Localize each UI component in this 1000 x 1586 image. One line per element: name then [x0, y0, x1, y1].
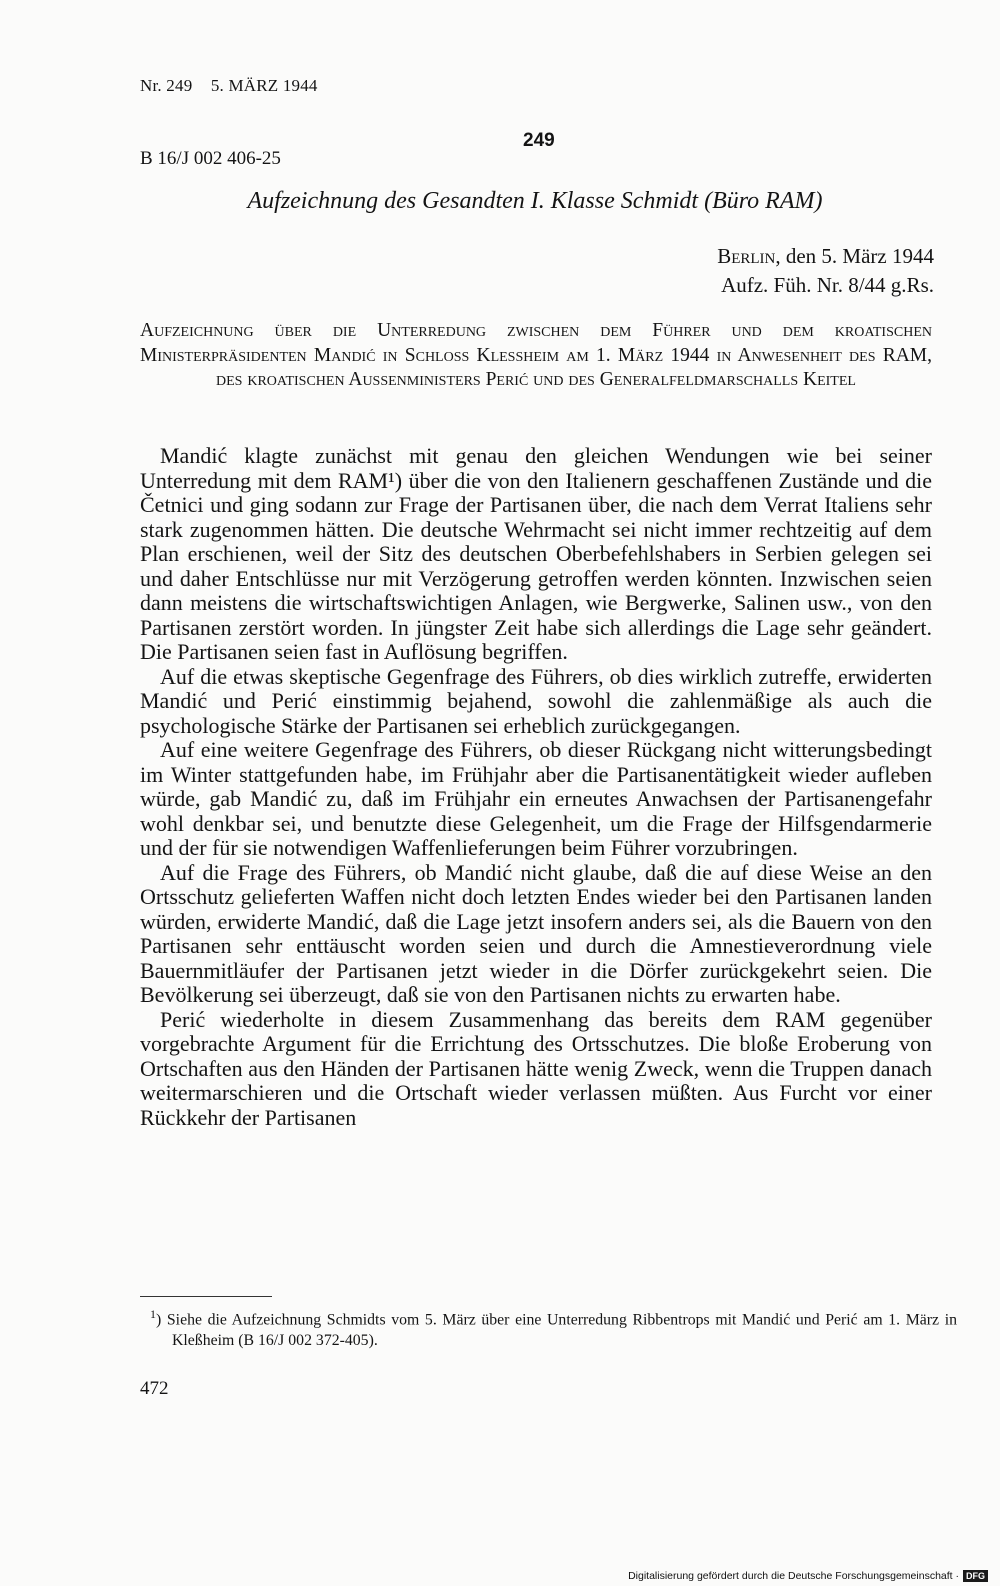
section-heading: Aufzeichnung über die Unterredung zwischen dem Führer und dem kroatischen Ministerpräsidenten Mandić in Schloss Klessheim am 1. März 1944 in Anwesenheit des RAM, des kroatischen Aussenministers Perić und des Generalfeldmarschalls Keitel	[140, 320, 932, 390]
paragraph: Perić wiederholte in diesem Zusammenhang das bereits dem RAM gegenüber vorgebrachte Argument für die Errichtung des Ortsschutzes. Die bloße Eroberung von Ortschaften aus den Händen der Partisanen hätte wenig Zweck, wenn die Truppen danach weitermarschieren und die Ortschaft wieder verlassen müßten. Aus Furcht vor einer Rückkehr der Partisanen	[140, 1006, 932, 1130]
document-title: Aufzeichnung des Gesandten I. Klasse Schmidt (Büro RAM)	[247, 188, 823, 214]
footnote-text: Siehe die Aufzeichnung Schmidts vom 5. März über eine Unterredung Ribbentrops mit Mandić und Perić am 1. März in Kleßheim (B 16/J 002 372-405).	[166, 1311, 957, 1350]
file-reference: B 16/J 002 406-25	[140, 148, 281, 169]
paragraph: Auf die Frage des Führers, ob Mandić nicht glaube, daß die auf diese Weise an den Ortsschutz gelieferten Waffen nicht doch letzten Endes wieder bei den Partisanen landen würden, erwiderte Mandić, daß die Lage jetzt insofern anders sei, als die Bauern von den Partisanen sehr enttäuscht worden seien und durch die Amnestieverordnung viele Bauernmitläufer der Partisanen jetzt wieder in die Dörfer zurückgekehrt seien. Die Bevölkerung sei überzeugt, daß sie von den Partisanen nichts zu erwarten habe.	[140, 859, 932, 1007]
date: , den 5. März 1944	[775, 244, 934, 268]
reference-number: Aufz. Füh. Nr. 8/44 g.Rs.	[721, 273, 934, 297]
paragraph: Auf eine weitere Gegenfrage des Führers, ob dieser Rückgang nicht witterungsbedingt im Winter stattgefunden habe, im Frühjahr aber die Partisanentätigkeit wieder aufleben würde, gab Mandić zu, daß im Frühjahr ein erneutes Anwachsen der Partisanengefahr wohl denkbar sei, und benutzte diese Gelegenheit, um die Frage der Hilfsgendarmerie und der für sie notwendigen Waffenlieferungen beim Führer vorzubringen.	[140, 737, 932, 860]
dfg-logo: DFG	[963, 1570, 988, 1582]
place-date-block	[717, 242, 934, 300]
running-head	[140, 76, 318, 96]
document-number: 249	[523, 130, 555, 151]
footnote: $^1$) Siehe die Aufzeichnung Schmidts vom 5. März über eine Unterredung Ribbentrops mit Mandić und Perić am 1. März in Kleßheim (B 16/J 002 372-405).	[150, 1307, 957, 1350]
footnote-divider	[140, 1296, 272, 1297]
digitization-credit	[628, 1570, 988, 1582]
place: Berlin	[717, 244, 776, 268]
page-number: 472	[140, 1378, 169, 1399]
credit-text: Digitalisierung gefördert durch die Deutsche Forschungsgemeinschaft ·	[628, 1570, 959, 1582]
running-head-date: 5. MÄRZ 1944	[210, 76, 318, 95]
body-text	[140, 444, 932, 1130]
footnote-mark: 1	[150, 1307, 156, 1321]
running-head-doc-no: Nr. 249	[140, 76, 193, 95]
place-date-line	[717, 242, 934, 271]
paragraph: Auf die etwas skeptische Gegenfrage des Führers, ob dies wirklich zutreffe, erwiderten Mandić und Perić einstimmig bejahend, sowohl die zahlenmäßige als auch die psychologische Stärke der Partisanen sei erheblich zurückgegangen.	[140, 663, 932, 738]
paragraph: Mandić klagte zunächst mit genau den gleichen Wendungen wie bei seiner Unterredung mit dem RAM¹) über die von den Italienern geschaffenen Zustände und die Četnici und ging sodann zur Frage der Partisanen über, die nach dem Verrat Italiens sehr stark zugenommen hätten. Die deutsche Wehrmacht sei nicht immer rechtzeitig auf dem Plan erschienen, weil der Sitz des deutschen Oberbefehlshabers in Serbien gelegen sei und daher Entschlüsse nur mit Verzögerung getroffen werden könnten. Inzwischen seien dann meistens die wirtschaftswichtigen Anlagen, wie Bergwerke, Salinen usw., von den Partisanen zerstört worden. In jüngster Zeit habe sich allerdings die Lage sehr geändert. Die Partisanen seien fast in Auflösung begriffen.	[140, 443, 932, 664]
